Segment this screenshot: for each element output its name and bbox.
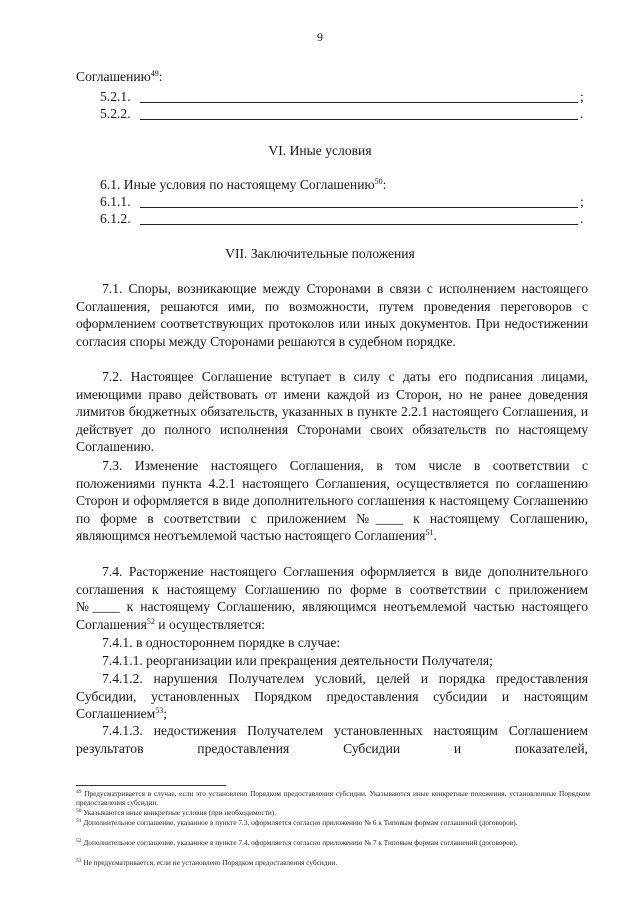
continuation-text: Соглашению [76, 69, 151, 84]
blank-line-item [100, 210, 590, 228]
paragraph-7-4-1: 7.4.1. в одностороннем порядке в случае: [102, 635, 341, 650]
section-6-intro [100, 176, 386, 194]
paragraph-7-4-1-2 [76, 670, 588, 723]
section-6-intro-text: 6.1. Иные условия по настоящему Соглашению [100, 177, 375, 192]
footnote-53 [76, 858, 590, 867]
blank-line-item [100, 105, 590, 123]
page-number: 9 [317, 30, 323, 44]
footnote-ref-52: 52 [146, 616, 155, 626]
item-end: ; [580, 89, 584, 104]
footnote-text: Указываются иные конкретные условия (при необходимости). [83, 808, 277, 817]
footnote-50 [76, 808, 590, 817]
paragraph-7-4 [76, 563, 588, 633]
item-number: 5.2.1. [100, 89, 131, 104]
paragraph-7-4-1-2-text: 7.4.1.2. нарушения Получателем условий, целей и порядка предоставления Субсидии, установленных Порядком предоставления субсидии и настоящим Соглашением [76, 671, 588, 722]
footnote-ref-49: 49 [150, 69, 159, 78]
item-number: 5.2.2. [100, 106, 131, 121]
blank-line-item [100, 193, 590, 211]
footnote-number: 49 [76, 789, 82, 795]
footnote-text: Предусматривается в случае, если это установлено Порядком предоставления субсидии. Указываются иные конкретные положения, установленные Порядком предоставления субсидии. [76, 789, 590, 808]
paragraph-7-4-1-2-end: ; [163, 706, 168, 722]
paragraph-7-4-1-3: 7.4.1.3. недостижения Получателем установленных настоящим Соглашением результатов предоставления Субсидии и показателей, [76, 723, 588, 756]
footnote-number: 51 [76, 818, 82, 824]
paragraph-7-1: 7.1. Споры, возникающие между Сторонами в связи с исполнением настоящего Соглашения, решаются ими, по возможности, путем проведения переговоров с оформлением соответствующих протоколов или иных документов. При недостижении согласия споры между Сторонами решаются в судебном порядке. [76, 281, 588, 349]
paragraph-7-4-text: 7.4. Расторжение настоящего Соглашения оформляется в виде дополнительного соглашения к настоящему Соглашению по форме в соответствии с приложением №____ к настоящему Соглашению, являющимся неотъемлемой частью настоящего Соглашения [76, 564, 588, 632]
item-number: 6.1.1. [100, 194, 131, 209]
footnote-ref-53: 53 [155, 706, 164, 716]
paragraph-7-2: 7.2. Настоящее Соглашение вступает в силу с даты его подписания лицами, имеющими право действовать от имени каждой из Сторон, но не ранее доведения лимитов бюджетных обязательств, указанных в пункте 2.2.1 настоящего Соглашения, и действует до полного исполнения Сторонами своих обязательств по настоящему Соглашению. [76, 369, 588, 455]
fill-in-blank [140, 224, 578, 225]
item-number: 6.1.2. [100, 211, 131, 226]
footnote-51 [76, 818, 590, 827]
footnote-ref-50: 50 [374, 177, 383, 186]
footnote-ref-51: 51 [425, 528, 434, 538]
item-end: ; [580, 194, 584, 209]
fill-in-blank [140, 207, 578, 208]
section-6-title: VI. Иные условия [268, 143, 372, 158]
paragraph-7-3 [76, 457, 588, 545]
paragraph-7-3-text: 7.3. Изменение настоящего Соглашения, в том числе в соответствии с положениями пункта 4.2.1 настоящего Соглашения, осуществляется по соглашению Сторон и оформляется в виде дополнительного соглашения к настоящему Соглашению по форме в соответствии с приложением №____ к настоящему Соглашению, являющимся неотъемлемой частью настоящего Соглашения [76, 458, 588, 544]
blank-line-item [100, 88, 590, 106]
footnote-text: Дополнительное соглашение, указанное в пункте 7.4, оформляется согласно приложению № 7 к Типовым формам соглашений (договоров). [83, 838, 518, 847]
continuation-colon: : [158, 69, 163, 84]
item-end: . [580, 106, 584, 121]
item-end: . [580, 211, 584, 226]
section-6-intro-end: : [382, 177, 387, 192]
fill-in-blank [140, 119, 578, 120]
paragraph-7-4-1-1: 7.4.1.1. реорганизации или прекращения деятельности Получателя; [102, 653, 493, 668]
footnote-number: 50 [76, 808, 82, 814]
footnote-number: 53 [76, 858, 82, 864]
footnote-number: 52 [76, 838, 82, 844]
paragraph-7-4-end: и осуществляется: [154, 616, 266, 632]
section-7-title: VII. Заключительные положения [225, 246, 415, 261]
paragraph-7-3-end: . [433, 528, 437, 544]
footnote-52 [76, 838, 590, 847]
footnote-text: Дополнительное соглашение, указанное в пункте 7.3, оформляется согласно приложению № 6 к Типовым формам соглашений (договоров). [83, 818, 518, 827]
footnote-text: Не предусматривается, если не установлено Порядком предоставления субсидии. [83, 858, 338, 867]
continuation-line [76, 68, 163, 86]
footnote-separator [76, 785, 226, 786]
fill-in-blank [140, 102, 578, 103]
footnote-49 [76, 789, 590, 807]
